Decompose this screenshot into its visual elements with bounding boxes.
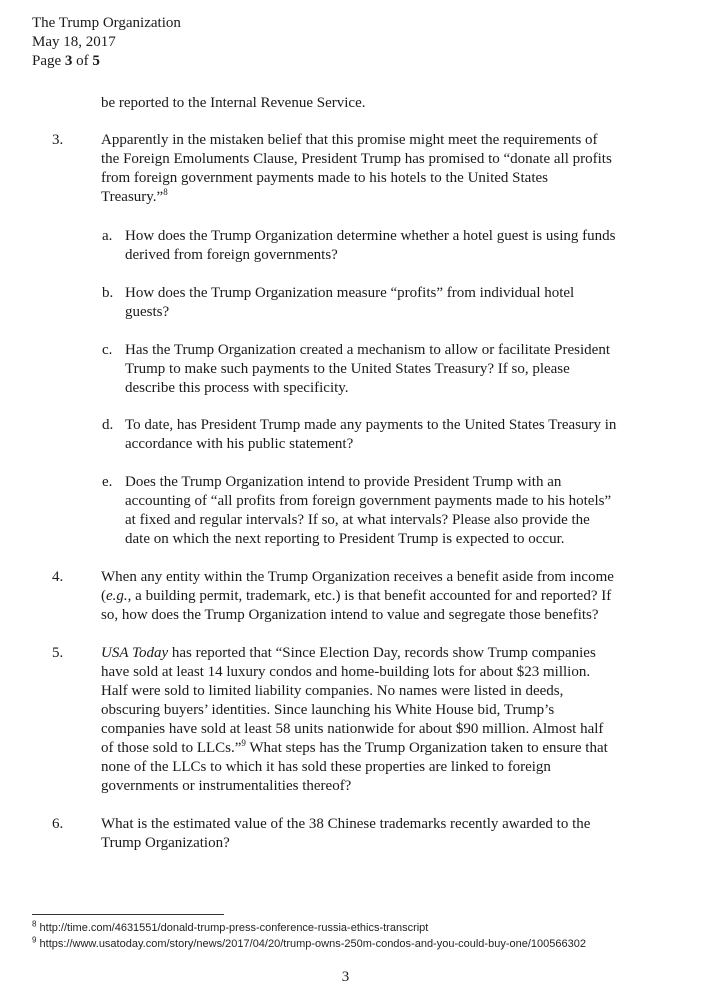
question-number: 4. (52, 569, 64, 585)
footnote-ref-9: 9 (241, 738, 246, 748)
footnote-9: $^9$ https://www.usatoday.com/story/news/2017/04/20/trump-owns-250m-condos-and-you-could-buy-one/100566302 (32, 935, 586, 950)
footnote-ref-8: 8 (163, 187, 168, 197)
question-number: 6. (52, 816, 64, 832)
footnote-8: $^8$ http://time.com/4631551/donald-trump-press-conference-russia-ethics-transcript (32, 919, 429, 934)
page-number: 3 (341, 969, 350, 985)
footnote-link[interactable]: https://www.usatoday.com/story/news/2017/04/20/trump-owns-250m-condos-and-you-could-buy-one/100566302 (39, 938, 586, 950)
question-text: USA Today has reported that “Since Election Day, records show Trump companies have sold at least 14 luxury condos and home-building lots for about $23 million. Half were sold to limited liability companies. No names were listed in deeds, obscuring buyers’ identities. Since launching his White House bid, Trump’s companies have sold at least 58 units nationwide for about $90 million. Almost half of those sold to LLCs.”$^9$ What steps has the Trump Organization taken to ensure that none of the LLCs to which it has sold these properties are linked to foreign governments or instrumentalities thereof? (101, 645, 608, 794)
question-number: 3. (52, 132, 64, 148)
footnote-link[interactable]: http://time.com/4631551/donald-trump-press-conference-russia-ethics-transcript (39, 922, 429, 934)
header-org: The Trump Organization (32, 15, 181, 31)
header-date: May 18, 2017 (32, 34, 116, 50)
publication-name: USA Today (101, 645, 169, 661)
document-page: The Trump Organization May 18, 2017 Page 3 of 5 be reported to the Internal Revenue Service. 3. Apparently in the mistaken belief that this promise might meet the requirements of the Foreign Emoluments Clause, President Trump has promised to “donate all profits from foreign government payments made to his hotels to the United States Treasury.”$^8$ a. How does the Trump Organization determine whether a hotel guest is using funds derived from foreign governments? b. How does the Trump Organization measure “profits” from individual hotel guests? c. Has the Trump Organization created a mechanism to allow or facilitate President Trump to make such payments to the United States Treasury? If so, please describe this process with specificity. d. To date, has President Trump made any payments to the United States Treasury in accordance with his public statement? e. Does the Trump Organization intend to provide President Trump with an accounting of “all profits from foreign government payments made to his hotels” at fixed and regular intervals? If so, at what intervals? Please also provide the date on which the next reporting to President Trump is expected to occur. 4. When any entity within the Trump Organization receives a benefit aside from income (e.g., a building permit, trademark, etc.) is that benefit accounted for and reported? If so, how does the Trump Organization intend to value and segregate those benefits? 5. USA Today has reported that “Since Election Day, records show Trump companies have sold at least 14 luxury condos and home-building lots for about $23 million. Half were sold to limited liability companies. No names were listed in deeds, obscuring buyers’ identities. Since launching his White House bid, Trump’s companies have sold at least 58 units nationwide for about $90 million. Almost half of those sold to LLCs.”$^9$ What steps has the Trump Organization taken to ensure that none of the LLCs to which it has sold these properties are linked to foreign governments or instrumentalities thereof? 6. What is the estimated value of the 38 Chinese trademarks recently awarded to the Trump Organization? $^8$ http://time.com/4631551/donald-trump-press-conference-russia-ethics-transcript $^9$ https://www.usatoday.com/story/news/2017/04/20/trump-owns-250m-condos-and-you-could-buy-one/100566302 3 (0, 0, 719, 998)
question-text: Apparently in the mistaken belief that this promise might meet the requirements of the Foreign Emoluments Clause, President Trump has promised to “donate all profits from foreign government payments made to his hotels to the United States Treasury.”$^8$ (101, 132, 612, 205)
question-text: What is the estimated value of the 38 Chinese trademarks recently awarded to the Trump Organization? (101, 816, 591, 851)
header-page: Page 3 of 5 (32, 53, 100, 69)
footnote-divider (32, 914, 224, 915)
question-text: When any entity within the Trump Organization receives a benefit aside from income (e.g., a building permit, trademark, etc.) is that benefit accounted for and reported? If so, how does the Trump Organization intend to value and segregate those benefits? (101, 569, 614, 623)
continuation-text: be reported to the Internal Revenue Service. (101, 95, 366, 111)
letter-header (32, 14, 181, 71)
question-number: 5. (52, 645, 64, 661)
